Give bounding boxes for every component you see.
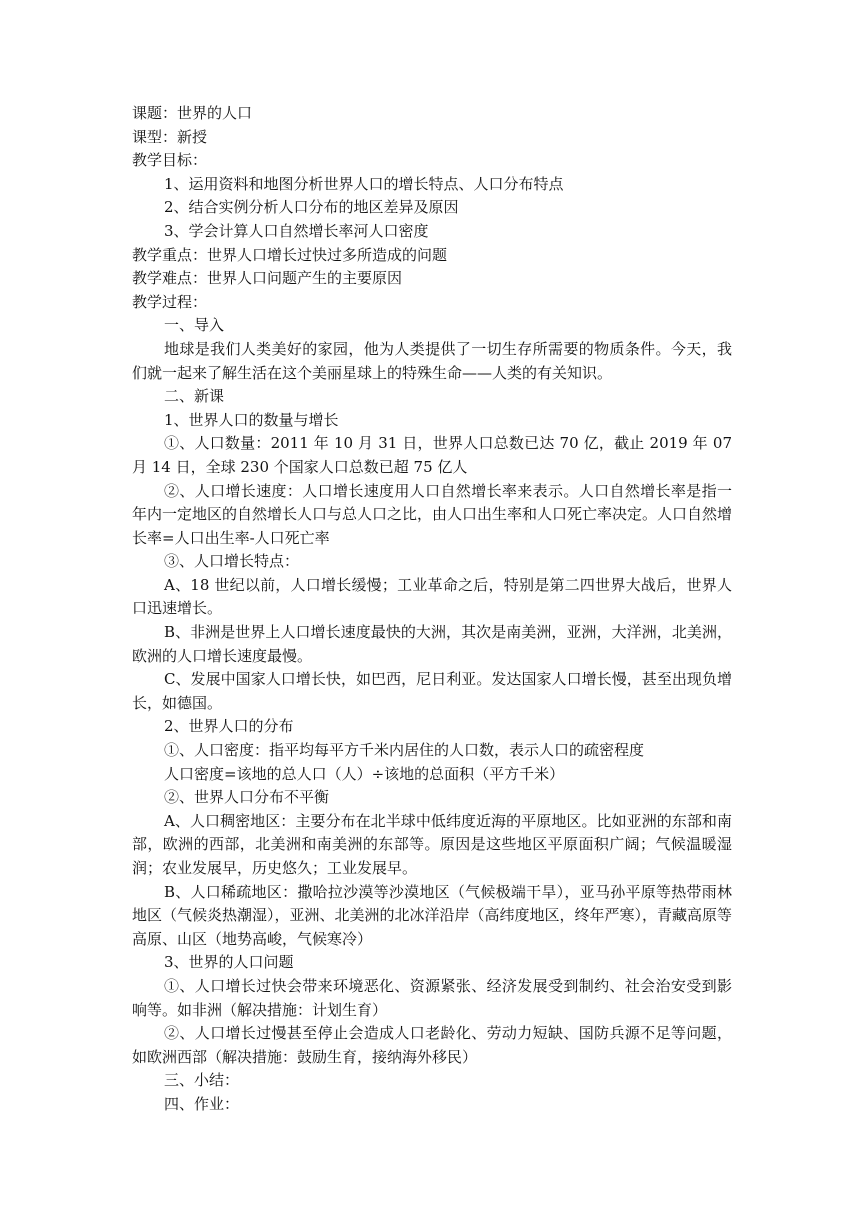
key-points: 教学重点：世界人口增长过快过多所造成的问题: [132, 245, 448, 264]
growth-feature-b: B、非洲是世界上人口增长速度最快的大洲，其次是南美洲，亚洲，大洋洲，北美洲，欧洲的人口增长速度最慢。: [132, 623, 732, 665]
sparse-regions: B、人口稀疏地区：撒哈拉沙漠等沙漠地区（气候极端干旱），亚马孙平原等热带雨林地区（气候炎热潮湿），亚洲、北美洲的北冰洋沿岸（高纬度地区，终年严寒），青藏高原等高原、山区（地势高峻，气候寒冷）: [132, 882, 733, 948]
objectives-heading: 教学目标：: [132, 151, 208, 170]
subsection-population-distribution: 2、世界人口的分布: [164, 717, 294, 736]
section-new-lesson-heading: 二、新课: [164, 387, 225, 406]
section-homework-heading: 四、作业：: [164, 1094, 240, 1113]
population-quantity: ①、人口数量：2011 年 10 月 31 日，世界人口总数已达 70 亿，截止 2019 年 07 月 14 日，全球 230 个国家人口总数已超 75 亿人: [132, 434, 732, 476]
objective-2: 2、结合实例分析人口分布的地区差异及原因: [164, 198, 459, 217]
population-density-definition: ①、人口密度：指平均每平方千米内居住的人口数，表示人口的疏密程度: [164, 741, 645, 760]
section-intro-heading: 一、导入: [164, 316, 225, 335]
difficulties: 教学难点：世界人口问题产生的主要原因: [132, 269, 403, 288]
objective-3: 3、学会计算人口自然增长率河人口密度: [164, 221, 429, 240]
intro-paragraph: 地球是我们人类美好的家园，他为人类提供了一切生存所需要的物质条件。今天，我们就一起来了解生活在这个美丽星球上的特殊生命——人类的有关知识。: [132, 339, 732, 382]
objective-1: 1、运用资料和地图分析世界人口的增长特点、人口分布特点: [164, 174, 564, 193]
growth-rate: ②、人口增长速度：人口增长速度用人口自然增长率来表示。人口自然增长率是指一年内一定地区的自然增长人口与总人口之比，由人口出生率和人口死亡率决定。人口自然增长率=人口出生率-人口死亡率: [132, 481, 733, 547]
problem-slow-growth: ②、人口增长过慢甚至停止会造成人口老龄化、劳动力短缺、国防兵源不足等问题，如欧洲西部（解决措施：鼓励生育，接纳海外移民）: [132, 1024, 732, 1066]
problem-fast-growth: ①、人口增长过快会带来环境恶化、资源紧张、经济发展受到制约、社会治安受到影响等。如非洲（解决措施：计划生育）: [132, 976, 732, 1019]
lesson-type: 课型：新授: [132, 127, 208, 146]
lesson-title: 课题：世界的人口: [132, 104, 253, 122]
growth-feature-c: C、发展中国家人口增长快，如巴西，尼日利亚。发达国家人口增长慢，甚至出现负增长，如德国。: [132, 670, 732, 712]
subsection-population-growth: 1、世界人口的数量与增长: [164, 410, 339, 429]
subsection-population-problems: 3、世界的人口问题: [164, 953, 294, 972]
uneven-distribution-heading: ②、世界人口分布不平衡: [164, 788, 330, 807]
growth-feature-a: A、18 世纪以前，人口增长缓慢；工业革命之后，特别是第二四世界大战后，世界人口迅速增长。: [132, 575, 732, 618]
process-heading: 教学过程：: [132, 292, 208, 311]
lesson-plan-document: [132, 102, 732, 1117]
section-summary-heading: 三、小结：: [164, 1071, 240, 1090]
population-density-formula: 人口密度=该地的总人口（人）÷该地的总面积（平方千米）: [164, 764, 565, 783]
growth-features-heading: ③、人口增长特点：: [164, 552, 300, 571]
dense-regions: A、人口稠密地区：主要分布在北半球中低纬度近海的平原地区。比如亚洲的东部和南部，欧洲的西部，北美洲和南美洲的东部等。原因是这些地区平原面积广阔；气候温暖湿润；农业发展早，历史悠久；工业发展早。: [132, 811, 732, 877]
